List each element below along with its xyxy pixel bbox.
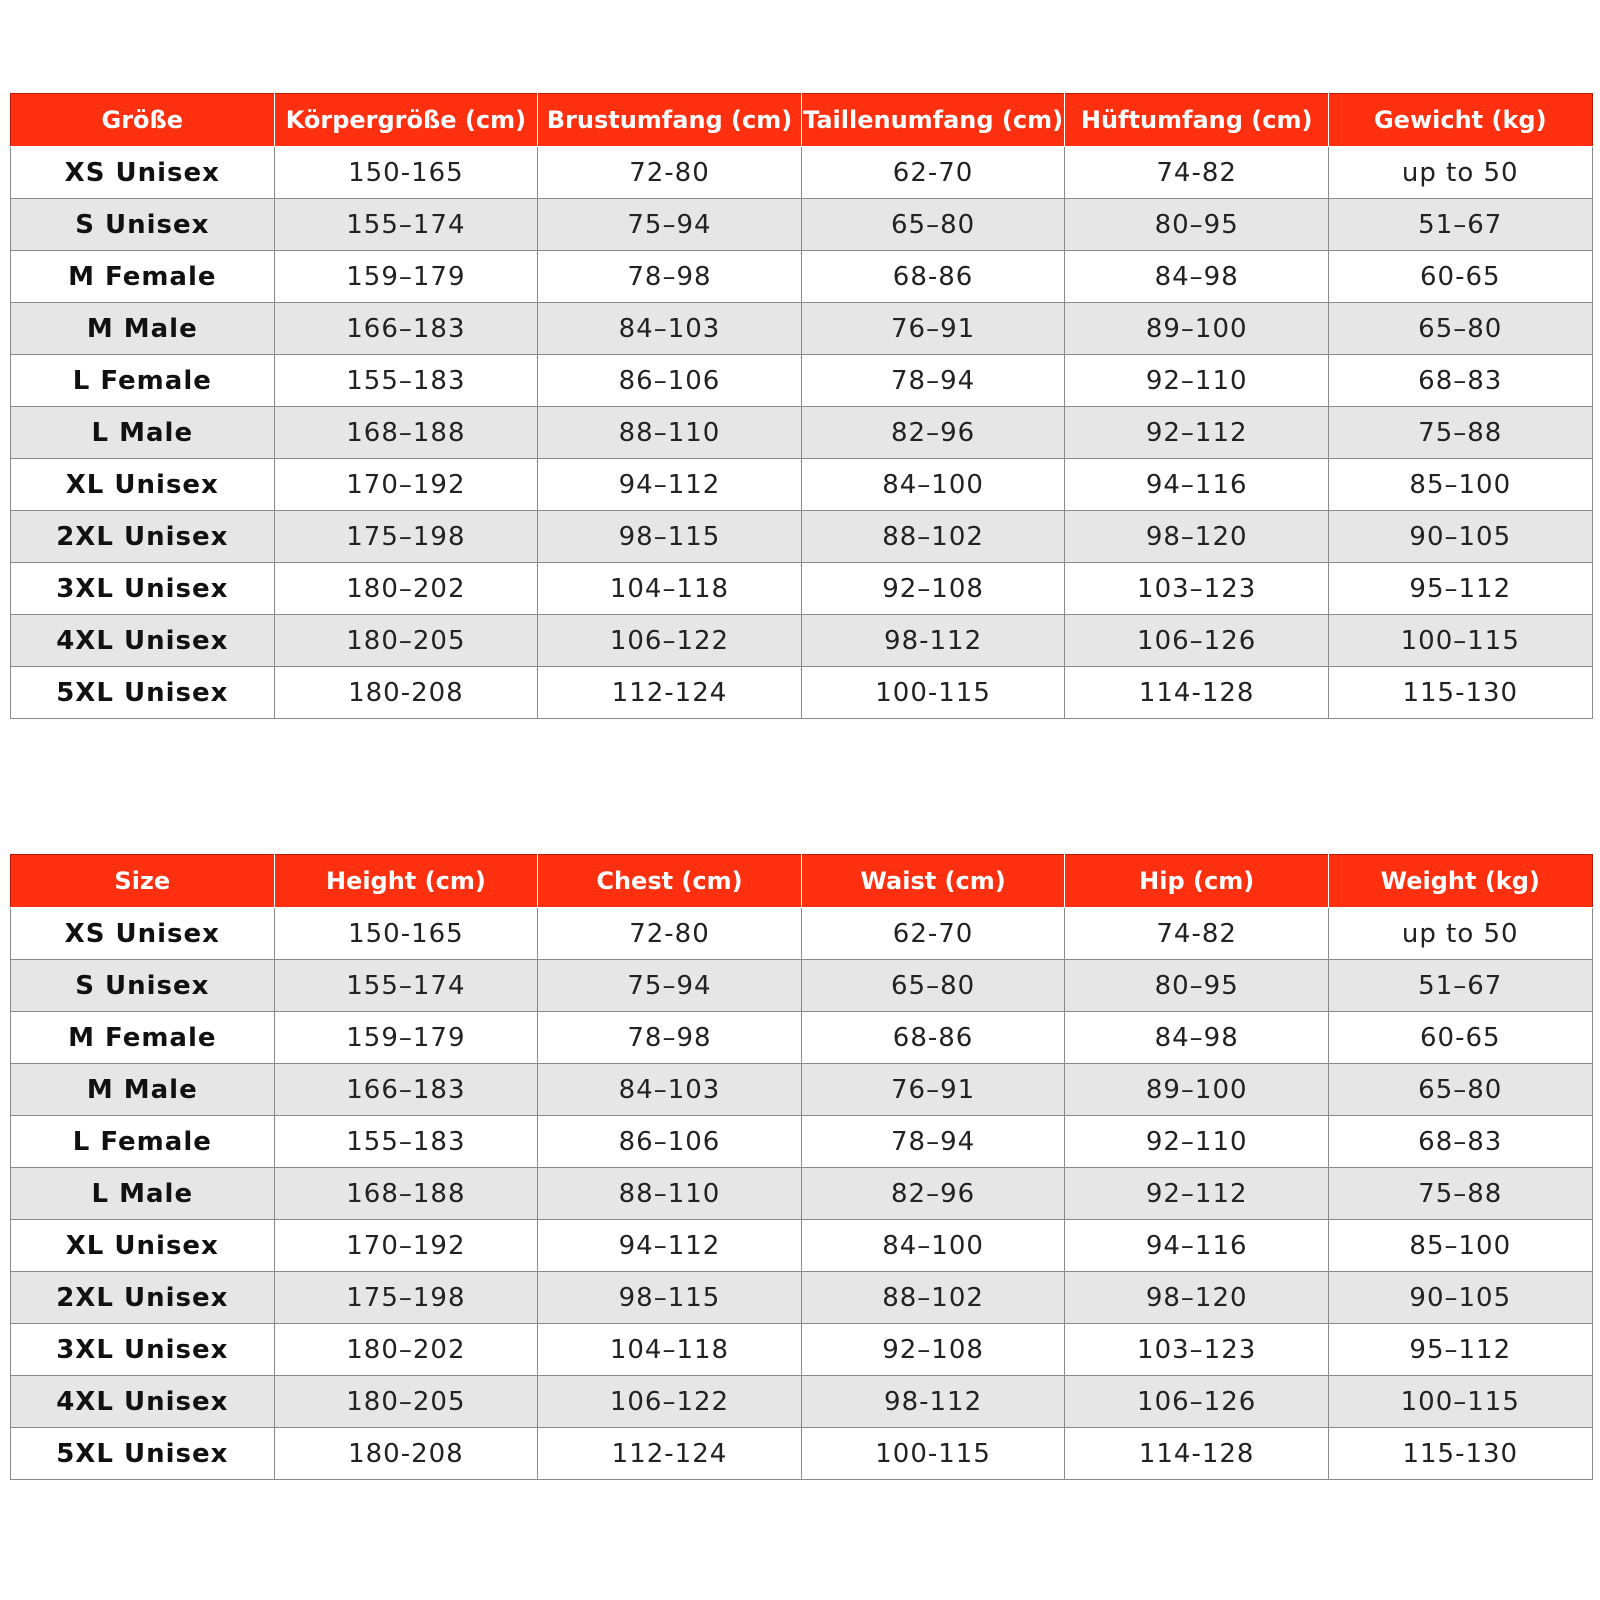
size-label-cell: L Female	[11, 355, 275, 407]
measurement-cell: 159–179	[274, 251, 538, 303]
measurement-cell: 95–112	[1328, 563, 1592, 615]
measurement-cell: 84–103	[538, 1064, 802, 1116]
measurement-cell: 78–94	[801, 355, 1065, 407]
measurement-cell: 112-124	[538, 1428, 802, 1480]
measurement-cell: 72-80	[538, 147, 802, 199]
measurement-cell: 180–202	[274, 563, 538, 615]
measurement-cell: 180–205	[274, 1376, 538, 1428]
measurement-cell: 155–174	[274, 960, 538, 1012]
measurement-cell: 98–115	[538, 511, 802, 563]
measurement-cell: 62-70	[801, 908, 1065, 960]
measurement-cell: 150-165	[274, 908, 538, 960]
measurement-cell: 68–83	[1328, 1116, 1592, 1168]
measurement-cell: 76–91	[801, 303, 1065, 355]
size-label-cell: M Female	[11, 251, 275, 303]
measurement-cell: 88–102	[801, 1272, 1065, 1324]
measurement-cell: 84–98	[1065, 1012, 1329, 1064]
table-row	[11, 1324, 1593, 1376]
measurement-cell: 166–183	[274, 1064, 538, 1116]
measurement-cell: 78–98	[538, 251, 802, 303]
measurement-cell: 180-208	[274, 1428, 538, 1480]
measurement-cell: 114-128	[1065, 667, 1329, 719]
size-label-cell: M Female	[11, 1012, 275, 1064]
measurement-cell: 92–108	[801, 1324, 1065, 1376]
column-header: Gewicht (kg)	[1328, 94, 1592, 147]
measurement-cell: 115-130	[1328, 1428, 1592, 1480]
measurement-cell: 92–108	[801, 563, 1065, 615]
column-header: Körpergröße (cm)	[274, 94, 538, 147]
column-header: Taillenumfang (cm)	[801, 94, 1065, 147]
measurement-cell: 155–183	[274, 1116, 538, 1168]
measurement-cell: 94–116	[1065, 459, 1329, 511]
measurement-cell: 155–183	[274, 355, 538, 407]
header-row	[11, 94, 1593, 147]
size-label-cell: M Male	[11, 303, 275, 355]
measurement-cell: 106–122	[538, 615, 802, 667]
table-header	[11, 855, 1593, 908]
measurement-cell: 65–80	[1328, 303, 1592, 355]
size-label-cell: S Unisex	[11, 199, 275, 251]
column-header: Weight (kg)	[1328, 855, 1592, 908]
measurement-cell: 94–112	[538, 459, 802, 511]
table-row	[11, 1012, 1593, 1064]
measurement-cell: 94–116	[1065, 1220, 1329, 1272]
size-chart-table-german	[10, 93, 1593, 719]
measurement-cell: 103–123	[1065, 1324, 1329, 1376]
measurement-cell: 68-86	[801, 251, 1065, 303]
size-label-cell: 3XL Unisex	[11, 563, 275, 615]
measurement-cell: 98–120	[1065, 511, 1329, 563]
measurement-cell: 155–174	[274, 199, 538, 251]
size-column-header: Size	[11, 855, 275, 908]
measurement-cell: 76–91	[801, 1064, 1065, 1116]
size-label-cell: L Female	[11, 1116, 275, 1168]
measurement-cell: 51–67	[1328, 960, 1592, 1012]
size-label-cell: 3XL Unisex	[11, 1324, 275, 1376]
table-row	[11, 1272, 1593, 1324]
size-label-cell: M Male	[11, 1064, 275, 1116]
table-row	[11, 251, 1593, 303]
table-row	[11, 1220, 1593, 1272]
measurement-cell: 114-128	[1065, 1428, 1329, 1480]
measurement-cell: 86–106	[538, 355, 802, 407]
table-row	[11, 960, 1593, 1012]
header-row	[11, 855, 1593, 908]
measurement-cell: 85–100	[1328, 1220, 1592, 1272]
table-row	[11, 1064, 1593, 1116]
measurement-cell: 75–88	[1328, 407, 1592, 459]
measurement-cell: 90–105	[1328, 1272, 1592, 1324]
measurement-cell: 88–102	[801, 511, 1065, 563]
measurement-cell: 98–115	[538, 1272, 802, 1324]
measurement-cell: 92–112	[1065, 1168, 1329, 1220]
measurement-cell: 92–112	[1065, 407, 1329, 459]
measurement-cell: 84–103	[538, 303, 802, 355]
measurement-cell: 100-115	[801, 667, 1065, 719]
measurement-cell: 104–118	[538, 563, 802, 615]
measurement-cell: 170–192	[274, 459, 538, 511]
measurement-cell: 95–112	[1328, 1324, 1592, 1376]
measurement-cell: 92–110	[1065, 1116, 1329, 1168]
size-chart-table-english	[10, 854, 1593, 1480]
table-row	[11, 355, 1593, 407]
measurement-cell: 74-82	[1065, 147, 1329, 199]
size-label-cell: XS Unisex	[11, 908, 275, 960]
table-row	[11, 908, 1593, 960]
measurement-cell: 98-112	[801, 615, 1065, 667]
table-row	[11, 199, 1593, 251]
measurement-cell: 84–100	[801, 459, 1065, 511]
measurement-cell: 72-80	[538, 908, 802, 960]
measurement-cell: 65–80	[1328, 1064, 1592, 1116]
size-label-cell: L Male	[11, 407, 275, 459]
measurement-cell: 175–198	[274, 1272, 538, 1324]
measurement-cell: 82–96	[801, 1168, 1065, 1220]
size-label-cell: 5XL Unisex	[11, 667, 275, 719]
size-label-cell: 4XL Unisex	[11, 615, 275, 667]
measurement-cell: 98-112	[801, 1376, 1065, 1428]
measurement-cell: 78–94	[801, 1116, 1065, 1168]
column-header: Hip (cm)	[1065, 855, 1329, 908]
table-row	[11, 1428, 1593, 1480]
column-header: Hüftumfang (cm)	[1065, 94, 1329, 147]
measurement-cell: 159–179	[274, 1012, 538, 1064]
table-row	[11, 615, 1593, 667]
measurement-cell: 84–100	[801, 1220, 1065, 1272]
measurement-cell: 75–94	[538, 960, 802, 1012]
measurement-cell: 89–100	[1065, 1064, 1329, 1116]
measurement-cell: 98–120	[1065, 1272, 1329, 1324]
size-label-cell: L Male	[11, 1168, 275, 1220]
table-body	[11, 908, 1593, 1480]
measurement-cell: 170–192	[274, 1220, 538, 1272]
table-row	[11, 1168, 1593, 1220]
measurement-cell: 80–95	[1065, 960, 1329, 1012]
measurement-cell: 65–80	[801, 960, 1065, 1012]
measurement-cell: 82–96	[801, 407, 1065, 459]
column-header: Chest (cm)	[538, 855, 802, 908]
table-body	[11, 147, 1593, 719]
measurement-cell: up to 50	[1328, 908, 1592, 960]
table-row	[11, 563, 1593, 615]
measurement-cell: 68–83	[1328, 355, 1592, 407]
measurement-cell: 168–188	[274, 407, 538, 459]
table-row	[11, 511, 1593, 563]
measurement-cell: 88–110	[538, 1168, 802, 1220]
column-header: Waist (cm)	[801, 855, 1065, 908]
table-header	[11, 94, 1593, 147]
measurement-cell: 51–67	[1328, 199, 1592, 251]
measurement-cell: 86–106	[538, 1116, 802, 1168]
measurement-cell: 85–100	[1328, 459, 1592, 511]
size-label-cell: 4XL Unisex	[11, 1376, 275, 1428]
measurement-cell: 88–110	[538, 407, 802, 459]
table-row	[11, 303, 1593, 355]
measurement-cell: 100–115	[1328, 1376, 1592, 1428]
measurement-cell: 166–183	[274, 303, 538, 355]
measurement-cell: 106–126	[1065, 1376, 1329, 1428]
measurement-cell: 168–188	[274, 1168, 538, 1220]
measurement-cell: 115-130	[1328, 667, 1592, 719]
measurement-cell: 60-65	[1328, 251, 1592, 303]
measurement-cell: 75–94	[538, 199, 802, 251]
measurement-cell: up to 50	[1328, 147, 1592, 199]
table-row	[11, 1116, 1593, 1168]
measurement-cell: 180–202	[274, 1324, 538, 1376]
measurement-cell: 100–115	[1328, 615, 1592, 667]
measurement-cell: 60-65	[1328, 1012, 1592, 1064]
measurement-cell: 94–112	[538, 1220, 802, 1272]
measurement-cell: 78–98	[538, 1012, 802, 1064]
measurement-cell: 103–123	[1065, 563, 1329, 615]
measurement-cell: 65–80	[801, 199, 1065, 251]
size-label-cell: XS Unisex	[11, 147, 275, 199]
column-header: Height (cm)	[274, 855, 538, 908]
table-row	[11, 667, 1593, 719]
size-label-cell: XL Unisex	[11, 459, 275, 511]
measurement-cell: 92–110	[1065, 355, 1329, 407]
measurement-cell: 180-208	[274, 667, 538, 719]
size-label-cell: 2XL Unisex	[11, 1272, 275, 1324]
measurement-cell: 62-70	[801, 147, 1065, 199]
measurement-cell: 104–118	[538, 1324, 802, 1376]
table-row	[11, 147, 1593, 199]
size-label-cell: 2XL Unisex	[11, 511, 275, 563]
table-row	[11, 459, 1593, 511]
size-label-cell: 5XL Unisex	[11, 1428, 275, 1480]
size-label-cell: XL Unisex	[11, 1220, 275, 1272]
measurement-cell: 106–122	[538, 1376, 802, 1428]
measurement-cell: 112-124	[538, 667, 802, 719]
measurement-cell: 68-86	[801, 1012, 1065, 1064]
measurement-cell: 90–105	[1328, 511, 1592, 563]
table-row	[11, 1376, 1593, 1428]
measurement-cell: 80–95	[1065, 199, 1329, 251]
column-header: Brustumfang (cm)	[538, 94, 802, 147]
measurement-cell: 74-82	[1065, 908, 1329, 960]
measurement-cell: 84–98	[1065, 251, 1329, 303]
measurement-cell: 175–198	[274, 511, 538, 563]
measurement-cell: 75–88	[1328, 1168, 1592, 1220]
measurement-cell: 180–205	[274, 615, 538, 667]
measurement-cell: 150-165	[274, 147, 538, 199]
size-label-cell: S Unisex	[11, 960, 275, 1012]
measurement-cell: 106–126	[1065, 615, 1329, 667]
size-column-header: Größe	[11, 94, 275, 147]
measurement-cell: 89–100	[1065, 303, 1329, 355]
measurement-cell: 100-115	[801, 1428, 1065, 1480]
table-row	[11, 407, 1593, 459]
